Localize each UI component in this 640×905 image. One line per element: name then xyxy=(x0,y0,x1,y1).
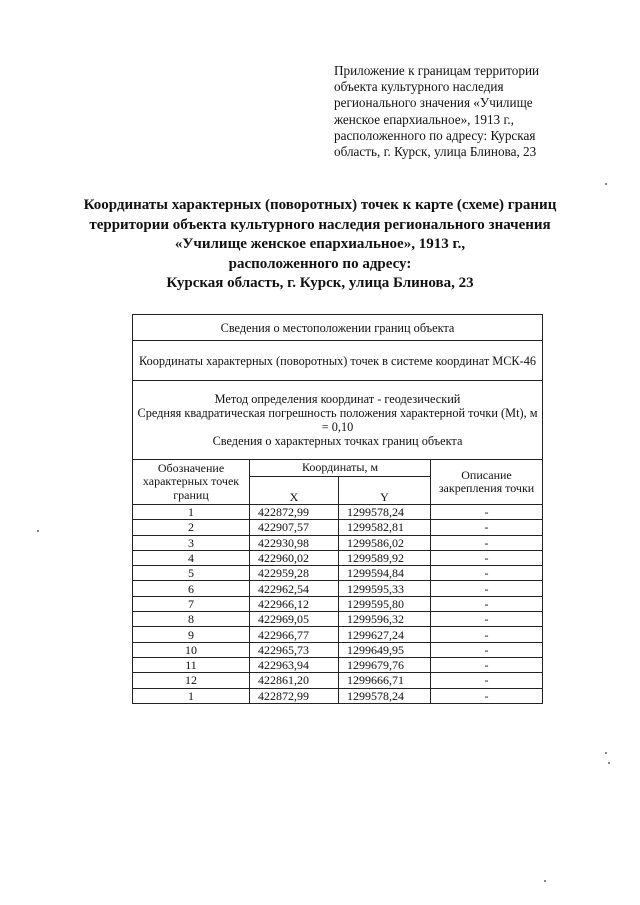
table-row xyxy=(133,505,543,520)
scan-speck xyxy=(605,183,607,185)
cell-x: 422969,05 xyxy=(250,612,339,627)
cell-x: 422907,57 xyxy=(250,520,339,535)
cell-y: 1299666,71 xyxy=(339,673,431,688)
cell-description: - xyxy=(431,550,543,565)
table-row xyxy=(133,627,543,642)
cell-y: 1299596,32 xyxy=(339,612,431,627)
cell-description: - xyxy=(431,581,543,596)
cell-x: 422963,94 xyxy=(250,657,339,672)
cell-x: 422872,99 xyxy=(250,688,339,703)
table-row xyxy=(133,550,543,565)
cell-y: 1299594,84 xyxy=(339,566,431,581)
table-row xyxy=(133,657,543,672)
scan-speck xyxy=(544,880,546,882)
cell-y: 1299595,80 xyxy=(339,596,431,611)
cell-point: 2 xyxy=(133,520,250,535)
cell-description: - xyxy=(431,627,543,642)
scan-speck xyxy=(608,762,610,764)
table-row xyxy=(133,581,543,596)
cell-point: 12 xyxy=(133,673,250,688)
cell-point: 9 xyxy=(133,627,250,642)
cell-point: 8 xyxy=(133,612,250,627)
table-row xyxy=(133,642,543,657)
table-row xyxy=(133,673,543,688)
cell-y: 1299595,33 xyxy=(339,581,431,596)
document-title: Координаты характерных (поворотных) точек к карте (схеме) границ территории объекта культурного наследия регионального значения «Училище женское епархиальное», 1913 г., расположенного по адресу: Курская область, г. Курск, улица Блинова, 23 xyxy=(83,197,557,291)
table-row xyxy=(133,520,543,535)
cell-description: - xyxy=(431,505,543,520)
scan-speck xyxy=(37,530,39,532)
table-row xyxy=(133,688,543,703)
section-method: Метод определения координат - геодезический Средняя квадратическая погрешность положения характерной точки (Mt), м = 0,10 Сведения о характерных точках границ объекта xyxy=(133,381,543,460)
cell-point: 10 xyxy=(133,642,250,657)
col-header-point: Обозначение характерных точек границ xyxy=(133,460,250,505)
cell-description: - xyxy=(431,673,543,688)
cell-description: - xyxy=(431,596,543,611)
appendix-note: Приложение к границам территории объекта культурного наследия регионального значения «Училище женское епархиальное», 1913 г., расположенного по адресу: Курская область, г. Курск, улица Блинова, 23 xyxy=(334,63,540,160)
cell-y: 1299649,95 xyxy=(339,642,431,657)
col-header-coordinates: Координаты, м xyxy=(250,460,431,477)
section-location-header: Сведения о местоположении границ объекта xyxy=(133,315,543,341)
table-row xyxy=(133,612,543,627)
table-row xyxy=(133,566,543,581)
cell-y: 1299679,76 xyxy=(339,657,431,672)
cell-x: 422930,98 xyxy=(250,535,339,550)
cell-description: - xyxy=(431,566,543,581)
cell-point: 1 xyxy=(133,688,250,703)
cell-x: 422872,99 xyxy=(250,505,339,520)
col-header-description: Описание закрепления точки xyxy=(431,460,543,505)
cell-x: 422959,28 xyxy=(250,566,339,581)
cell-x: 422960,02 xyxy=(250,550,339,565)
cell-description: - xyxy=(431,612,543,627)
section-coordinate-system: Координаты характерных (поворотных) точек в системе координат МСК-46 xyxy=(133,341,543,381)
cell-description: - xyxy=(431,535,543,550)
col-header-x: X xyxy=(250,477,339,505)
cell-x: 422966,77 xyxy=(250,627,339,642)
cell-y: 1299582,81 xyxy=(339,520,431,535)
col-header-y: Y xyxy=(339,477,431,505)
cell-point: 3 xyxy=(133,535,250,550)
cell-y: 1299586,02 xyxy=(339,535,431,550)
cell-x: 422965,73 xyxy=(250,642,339,657)
cell-x: 422962,54 xyxy=(250,581,339,596)
cell-point: 5 xyxy=(133,566,250,581)
cell-y: 1299589,92 xyxy=(339,550,431,565)
cell-description: - xyxy=(431,657,543,672)
scan-speck xyxy=(605,752,607,754)
cell-y: 1299627,24 xyxy=(339,627,431,642)
cell-x: 422966,12 xyxy=(250,596,339,611)
coordinates-table xyxy=(132,314,543,704)
cell-description: - xyxy=(431,520,543,535)
table-row xyxy=(133,596,543,611)
cell-point: 7 xyxy=(133,596,250,611)
cell-description: - xyxy=(431,688,543,703)
cell-y: 1299578,24 xyxy=(339,688,431,703)
cell-point: 11 xyxy=(133,657,250,672)
cell-point: 4 xyxy=(133,550,250,565)
cell-x: 422861,20 xyxy=(250,673,339,688)
cell-point: 1 xyxy=(133,505,250,520)
cell-y: 1299578,24 xyxy=(339,505,431,520)
cell-point: 6 xyxy=(133,581,250,596)
table-row xyxy=(133,535,543,550)
cell-description: - xyxy=(431,642,543,657)
